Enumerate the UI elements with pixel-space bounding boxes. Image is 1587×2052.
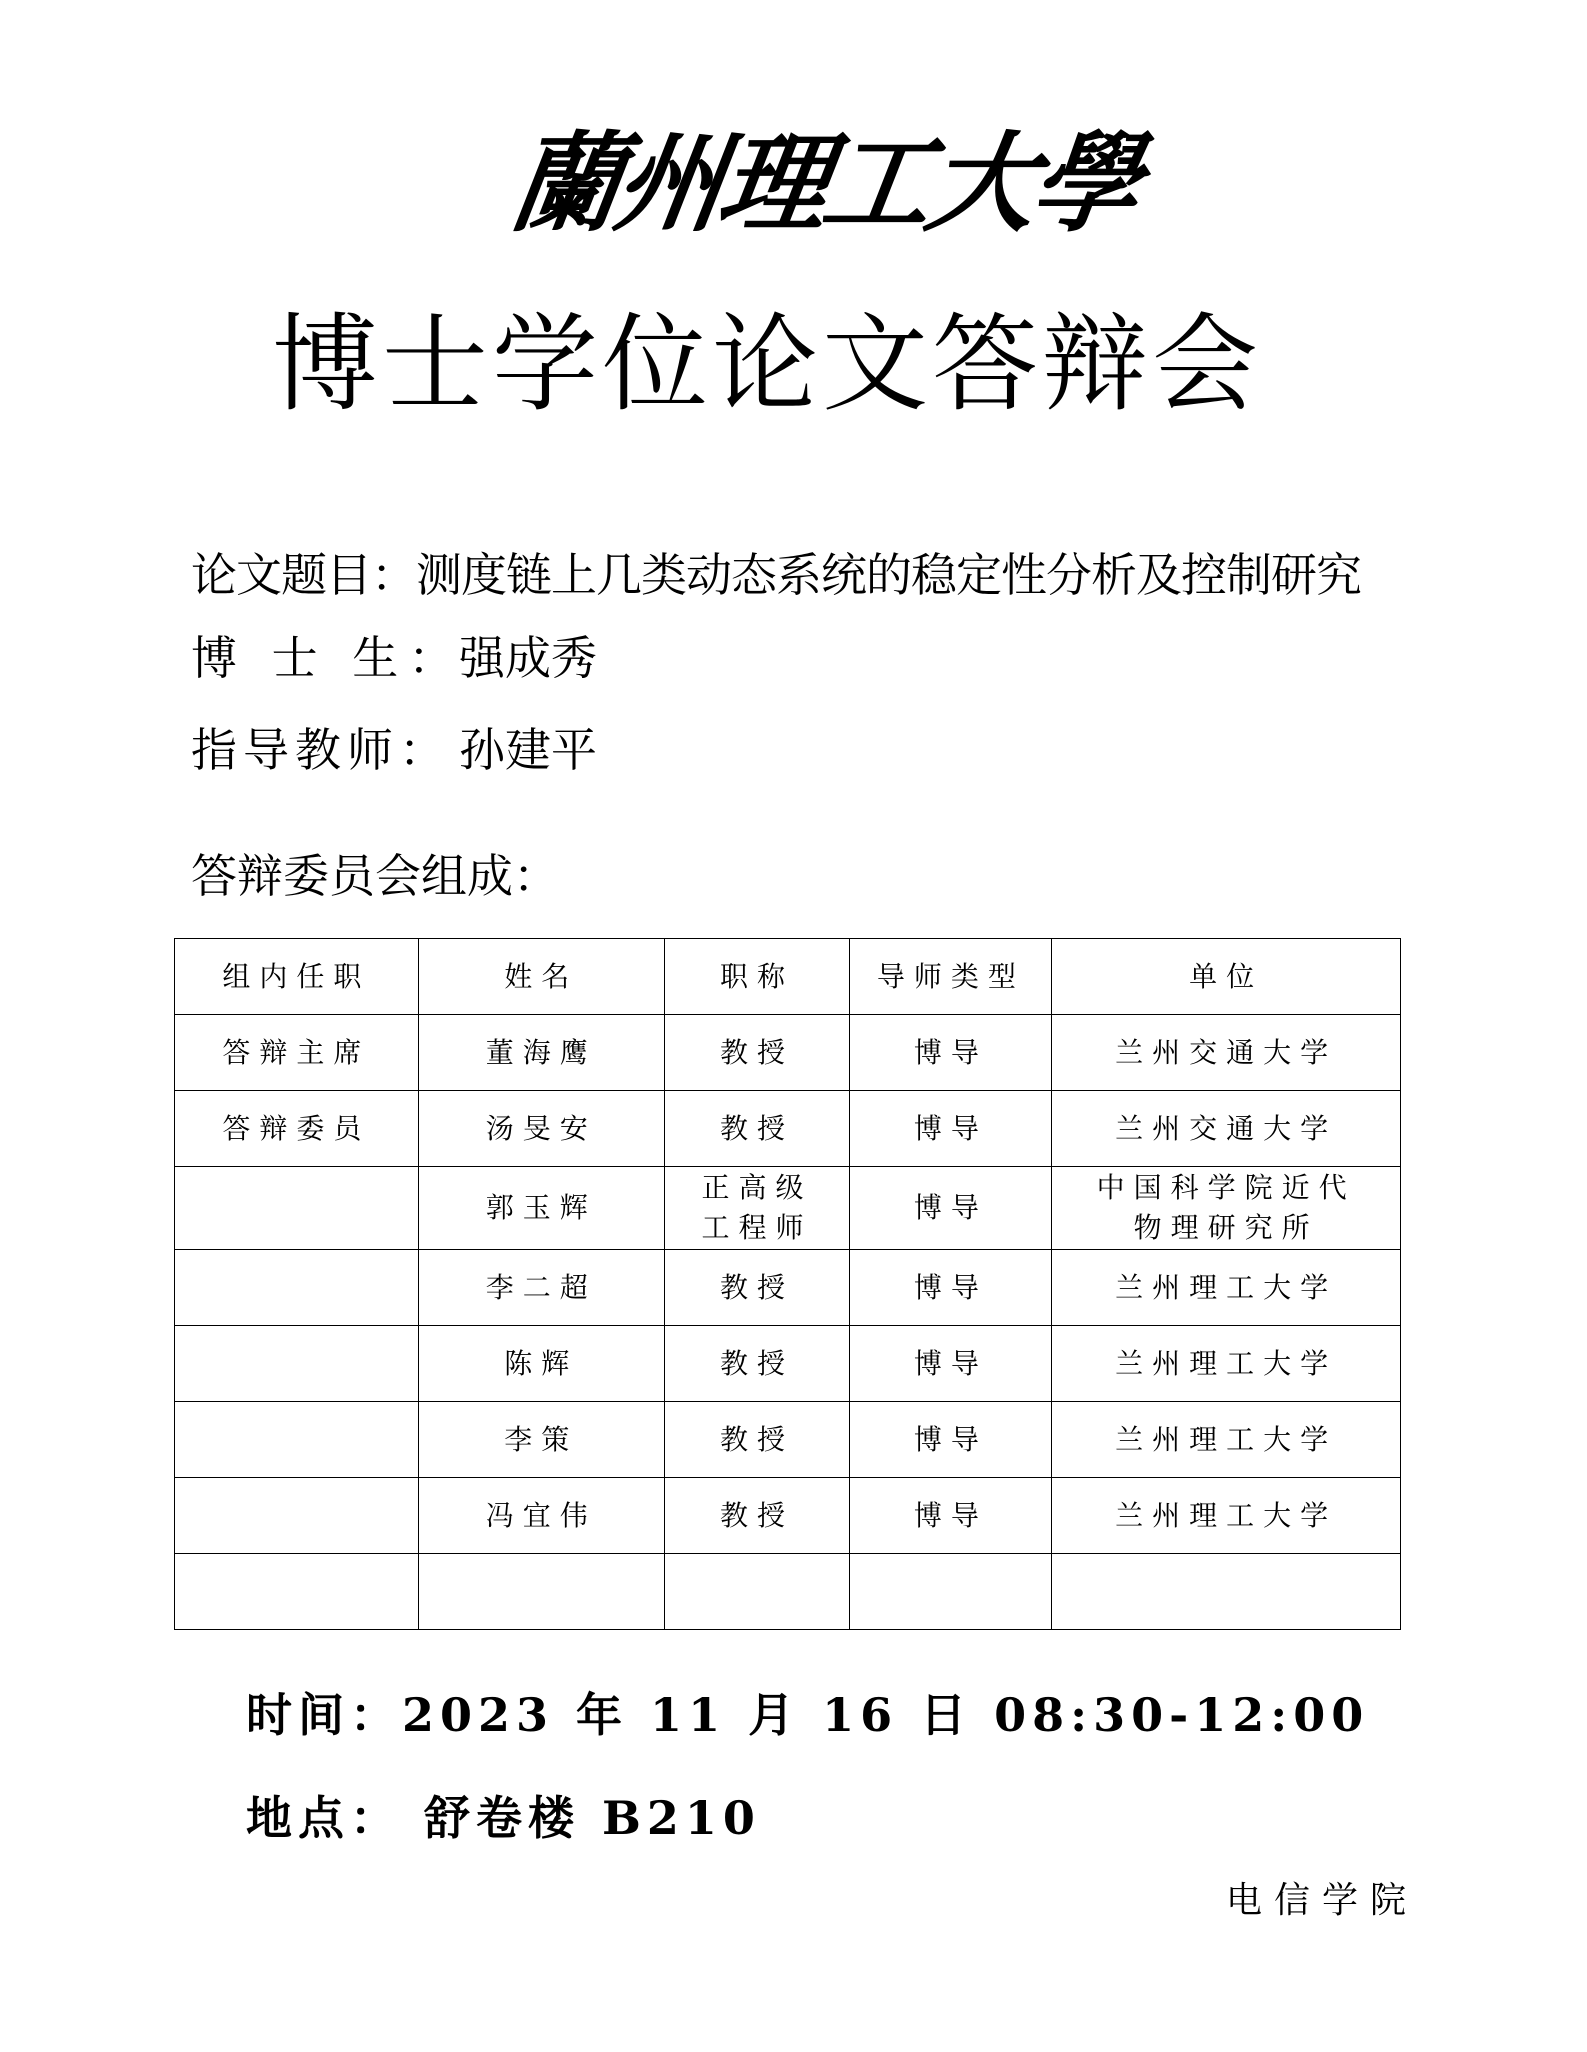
cell-name: 李策 <box>418 1402 664 1478</box>
cell-advisor-type: 博导 <box>850 1402 1052 1478</box>
thesis-value: 测度链上几类动态系统的稳定性分析及控制研究 <box>416 548 1361 602</box>
cell-role <box>175 1478 419 1554</box>
cell-advisor-type <box>850 1554 1052 1630</box>
cell-name <box>418 1554 664 1630</box>
table-row <box>175 1250 1401 1326</box>
cell-title: 正高级 工程师 <box>664 1167 850 1250</box>
cell-role: 答辩主席 <box>175 1015 419 1091</box>
table-row <box>175 1478 1401 1554</box>
committee-heading: 答辩委员会组成： <box>191 849 559 903</box>
table-row <box>175 1091 1401 1167</box>
cell-advisor-type: 博导 <box>850 1326 1052 1402</box>
header-name: 姓名 <box>418 939 664 1015</box>
cell-affiliation: 兰州理工大学 <box>1052 1402 1401 1478</box>
cell-affiliation: 兰州交通大学 <box>1052 1015 1401 1091</box>
cell-title: 教授 <box>664 1402 850 1478</box>
cell-affiliation <box>1052 1554 1401 1630</box>
cell-affiliation: 兰州理工大学 <box>1052 1478 1401 1554</box>
university-logo: 蘭州理工大學 <box>503 121 1145 247</box>
cell-role <box>175 1326 419 1402</box>
header-affiliation: 单位 <box>1052 939 1401 1015</box>
header-title: 职称 <box>664 939 850 1015</box>
cell-affiliation: 兰州交通大学 <box>1052 1091 1401 1167</box>
cell-affiliation: 兰州理工大学 <box>1052 1250 1401 1326</box>
cell-title: 教授 <box>664 1326 850 1402</box>
cell-title <box>664 1554 850 1630</box>
advisor-value: 孙建平 <box>459 723 597 777</box>
cell-role <box>175 1167 419 1250</box>
header-advisor-type: 导师类型 <box>850 939 1052 1015</box>
department: 电信学院 <box>1226 1880 1419 1921</box>
student-value: 强成秀 <box>459 631 597 685</box>
cell-role <box>175 1554 419 1630</box>
cell-advisor-type: 博导 <box>850 1015 1052 1091</box>
cell-role <box>175 1402 419 1478</box>
advisor-label: 指导教师： <box>191 723 451 777</box>
thesis-title-line <box>191 545 1361 605</box>
thesis-label: 论文题目： <box>191 548 416 602</box>
advisor-line <box>191 720 597 780</box>
cell-name: 冯宜伟 <box>418 1478 664 1554</box>
table-header-row <box>175 939 1401 1015</box>
committee-table <box>174 938 1401 1630</box>
student-label: 博 士 生： <box>191 631 465 685</box>
cell-name: 郭玉辉 <box>418 1167 664 1250</box>
table-row <box>175 1015 1401 1091</box>
page-title: 博士学位论文答辩会 <box>272 303 1262 426</box>
cell-role: 答辩委员 <box>175 1091 419 1167</box>
cell-title: 教授 <box>664 1250 850 1326</box>
cell-affiliation: 中国科学院近代 物理研究所 <box>1052 1167 1401 1250</box>
cell-advisor-type: 博导 <box>850 1478 1052 1554</box>
cell-title: 教授 <box>664 1091 850 1167</box>
cell-name: 董海鹰 <box>418 1015 664 1091</box>
table-row <box>175 1402 1401 1478</box>
cell-role <box>175 1250 419 1326</box>
cell-affiliation: 兰州理工大学 <box>1052 1326 1401 1402</box>
table-row <box>175 1167 1401 1250</box>
cell-advisor-type: 博导 <box>850 1167 1052 1250</box>
table-row <box>175 1326 1401 1402</box>
header-role: 组内任职 <box>175 939 419 1015</box>
student-line <box>191 628 597 688</box>
cell-name: 汤旻安 <box>418 1091 664 1167</box>
table-row <box>175 1554 1401 1630</box>
cell-advisor-type: 博导 <box>850 1091 1052 1167</box>
cell-advisor-type: 博导 <box>850 1250 1052 1326</box>
cell-title: 教授 <box>664 1478 850 1554</box>
defense-place: 地点： 舒卷楼 B210 <box>246 1791 761 1845</box>
cell-name: 李二超 <box>418 1250 664 1326</box>
cell-name: 陈辉 <box>418 1326 664 1402</box>
defense-time: 时间：2023 年 11 月 16 日 08:30-12:00 <box>246 1688 1370 1742</box>
cell-title: 教授 <box>664 1015 850 1091</box>
